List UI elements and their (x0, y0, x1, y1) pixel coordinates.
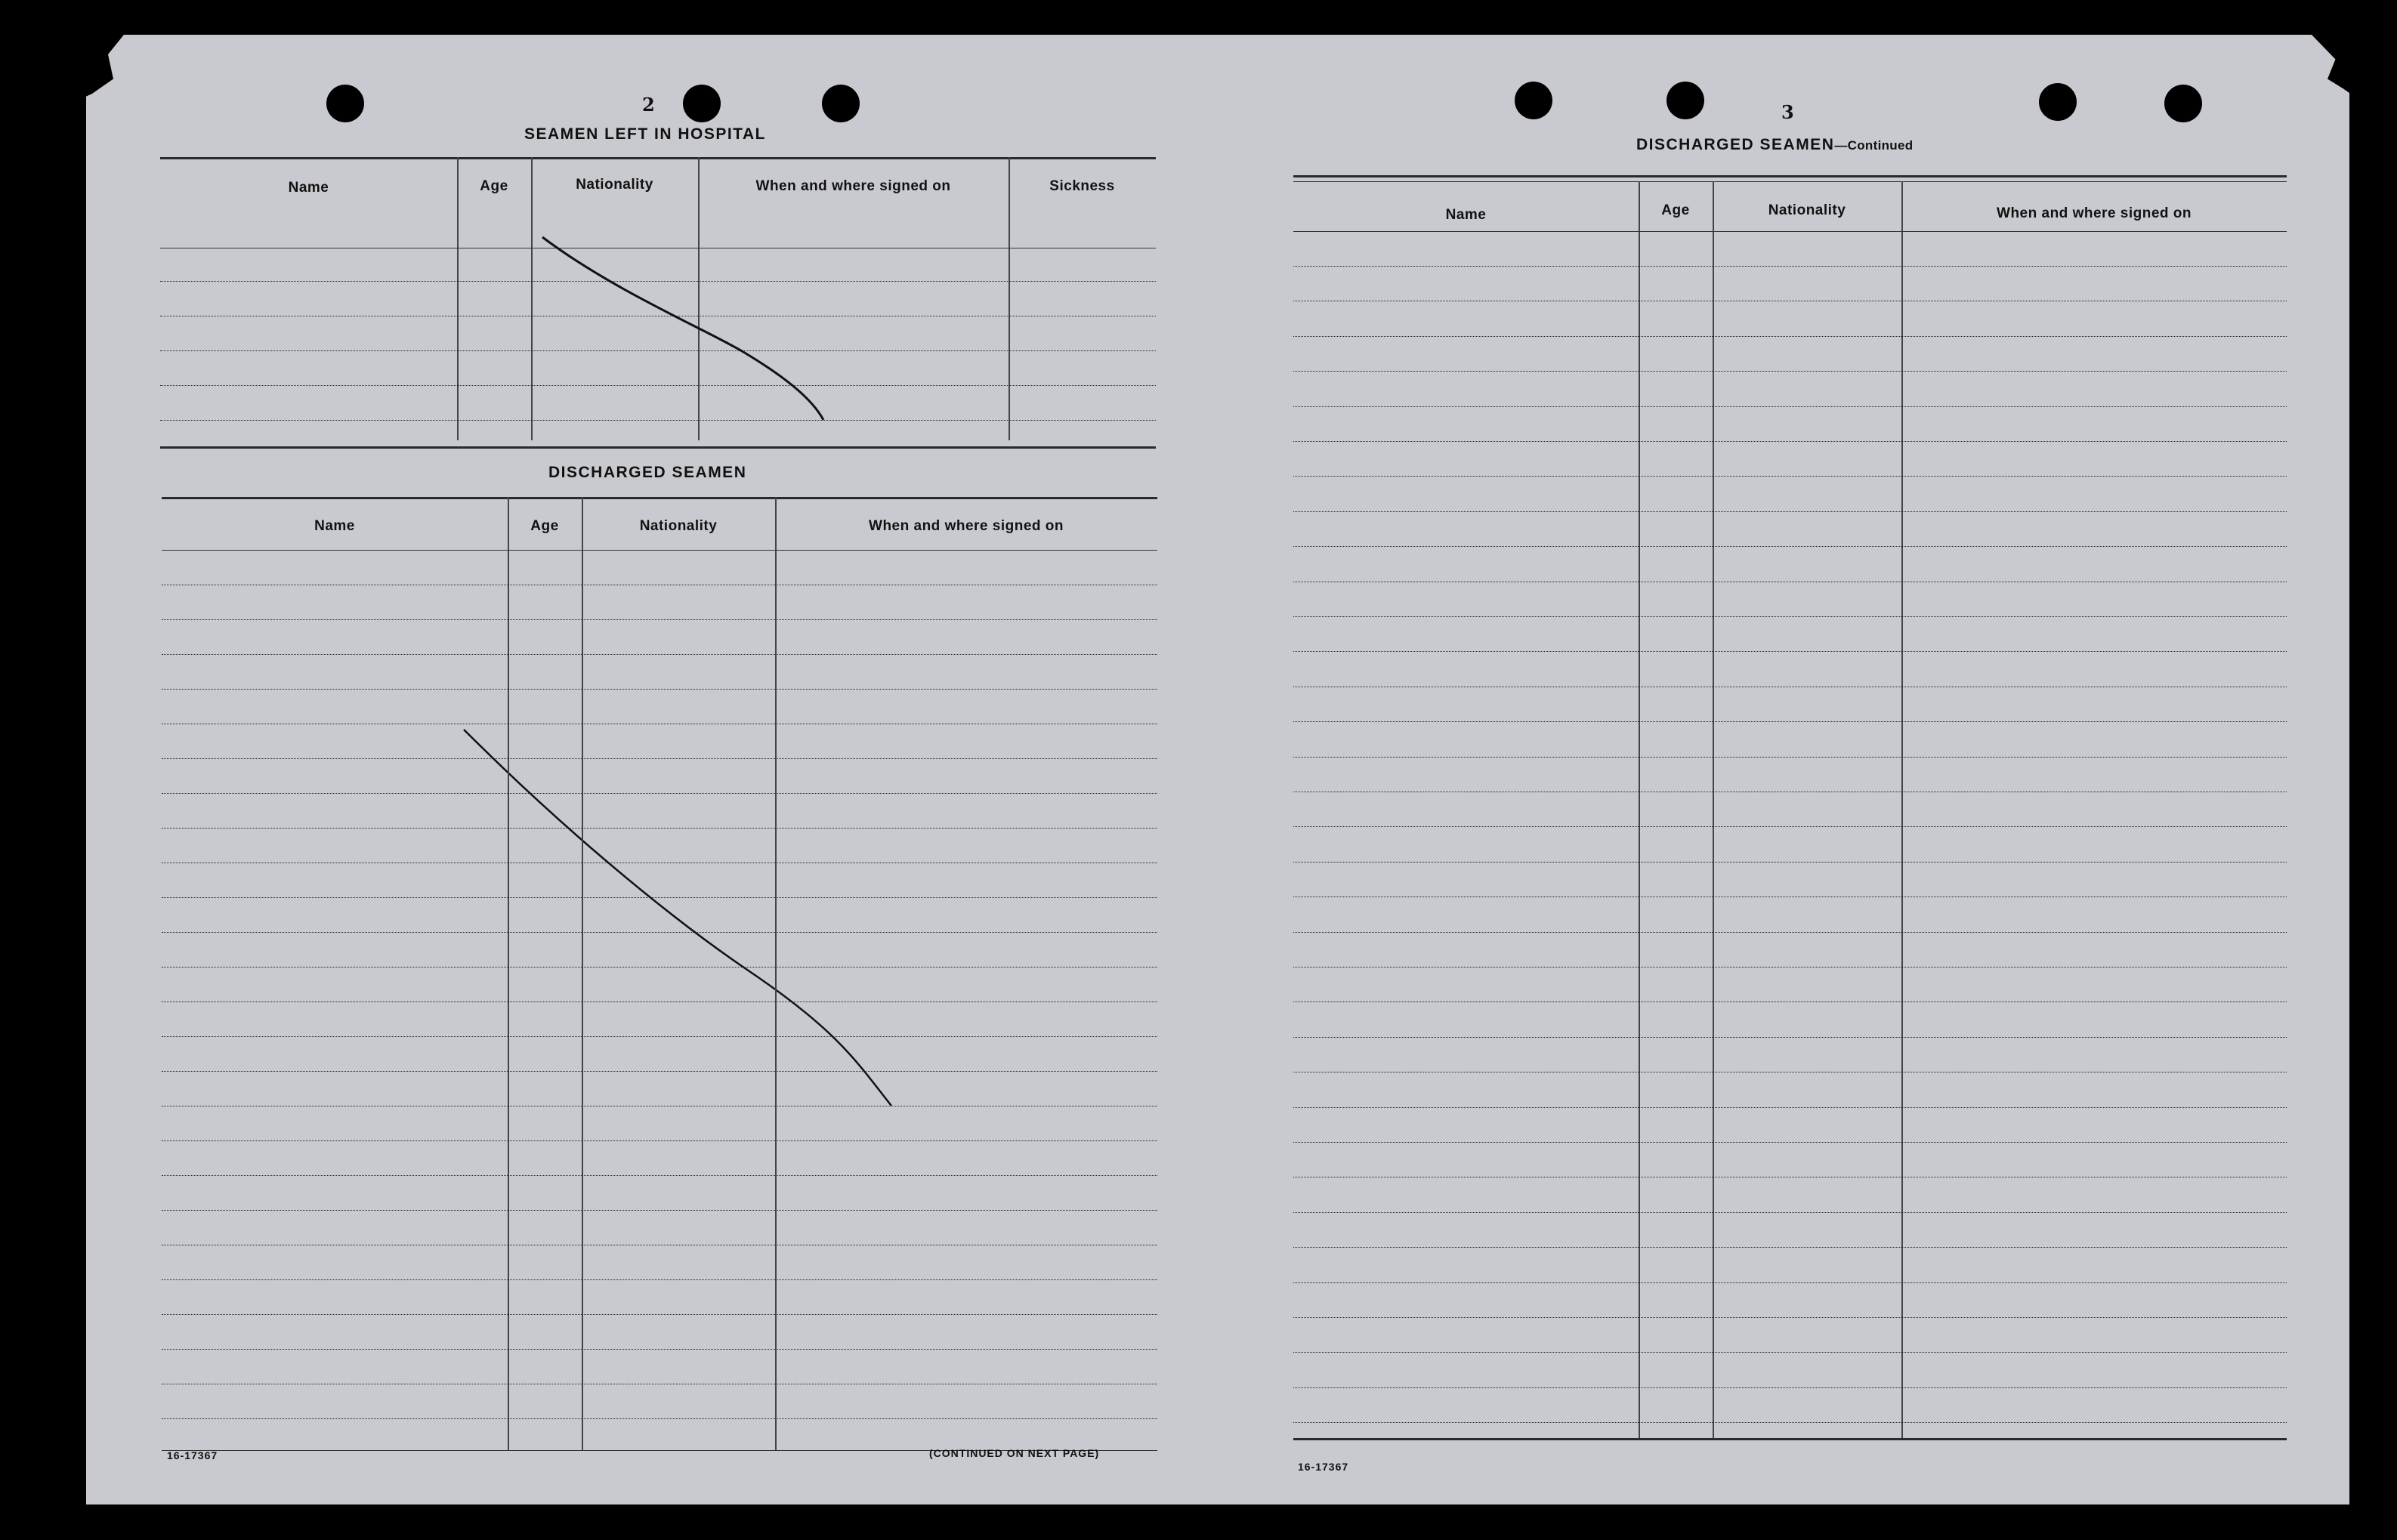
header-underline (1293, 231, 2287, 232)
document-sheet (86, 35, 2349, 1505)
column-divider (582, 497, 583, 1450)
table-row (162, 1175, 1157, 1176)
discharged-table (162, 497, 1157, 1456)
left-page (86, 35, 1182, 1505)
table-row (162, 1071, 1157, 1072)
column-divider (1901, 181, 1903, 1438)
table-row (162, 1001, 1157, 1002)
table-row (1293, 1422, 2287, 1423)
table-row (1293, 336, 2287, 337)
column-header-age: Age (1661, 202, 1690, 218)
column-header-signed-on: When and where signed on (1997, 205, 2192, 221)
table-row (1293, 1001, 2287, 1002)
table-row (1293, 1387, 2287, 1388)
form-number: 16-17367 (1298, 1461, 1349, 1473)
table-row (1293, 476, 2287, 477)
column-divider (508, 497, 509, 1450)
table-row (1293, 1037, 2287, 1038)
page-number: 2 (642, 94, 655, 116)
table-row (162, 1418, 1157, 1419)
table-row (1293, 1282, 2287, 1283)
table-top-rule-inner (1293, 181, 2287, 182)
table-row (1293, 967, 2287, 968)
column-header-name: Name (1445, 207, 1487, 223)
column-header-age: Age (530, 518, 559, 534)
table-row (1293, 406, 2287, 407)
column-divider (1713, 181, 1714, 1438)
table-row (162, 967, 1157, 968)
column-divider (775, 497, 777, 1450)
table-row (1293, 1212, 2287, 1213)
discharged-section-title: DISCHARGED SEAMEN (548, 464, 747, 481)
table-row (1293, 616, 2287, 617)
table-row (162, 828, 1157, 829)
table-row (1293, 1142, 2287, 1143)
table-top-rule (162, 497, 1157, 499)
column-header-nationality: Nationality (1768, 202, 1846, 218)
column-header-name: Name (288, 180, 329, 196)
continued-note: (CONTINUED ON NEXT PAGE) (929, 1447, 1100, 1459)
column-divider (1639, 181, 1640, 1438)
table-row (1293, 932, 2287, 933)
table-row (162, 619, 1157, 620)
table-row (1293, 826, 2287, 827)
table-row (162, 932, 1157, 933)
table-row (1293, 1352, 2287, 1353)
form-number: 16-17367 (167, 1449, 218, 1461)
table-row (162, 654, 1157, 655)
table-row (1293, 721, 2287, 722)
table-row (162, 1314, 1157, 1315)
table-row (162, 758, 1157, 759)
table-row (162, 793, 1157, 794)
table-row (1293, 862, 2287, 863)
discharged-continued-title (1636, 136, 1913, 154)
table-row (162, 1349, 1157, 1350)
right-page (1219, 35, 2349, 1505)
table-top-rule (1293, 175, 2287, 177)
table-row (1293, 266, 2287, 267)
table-bottom-rule (1293, 1438, 2287, 1440)
table-row (162, 1140, 1157, 1141)
column-header-sickness: Sickness (1049, 178, 1115, 194)
table-row (162, 1210, 1157, 1211)
table-row (1293, 511, 2287, 512)
table-row (1293, 757, 2287, 758)
table-row (1293, 1247, 2287, 1248)
column-header-age: Age (480, 178, 508, 194)
title-suffix: —Continued (1834, 138, 1914, 153)
table-row (1293, 1107, 2287, 1108)
table-row (1293, 651, 2287, 652)
table-row (1293, 441, 2287, 442)
table-row (162, 897, 1157, 898)
table-row (162, 689, 1157, 690)
header-underline (162, 550, 1157, 551)
table-row (1293, 1317, 2287, 1318)
table-row (162, 1036, 1157, 1037)
table-row (1293, 371, 2287, 372)
column-header-name: Name (314, 518, 355, 534)
column-header-nationality: Nationality (576, 177, 653, 193)
column-header-signed-on: When and where signed on (755, 178, 951, 194)
hospital-section-title: SEAMEN LEFT IN HOSPITAL (524, 125, 766, 143)
table-row (162, 1279, 1157, 1280)
table-row (1293, 546, 2287, 547)
page-number: 3 (1781, 101, 1794, 123)
discharged-continued-table (1293, 175, 2287, 1444)
column-header-nationality: Nationality (639, 518, 718, 534)
title-main: DISCHARGED SEAMEN (1636, 136, 1835, 153)
column-header-signed-on: When and where signed on (869, 518, 1064, 534)
